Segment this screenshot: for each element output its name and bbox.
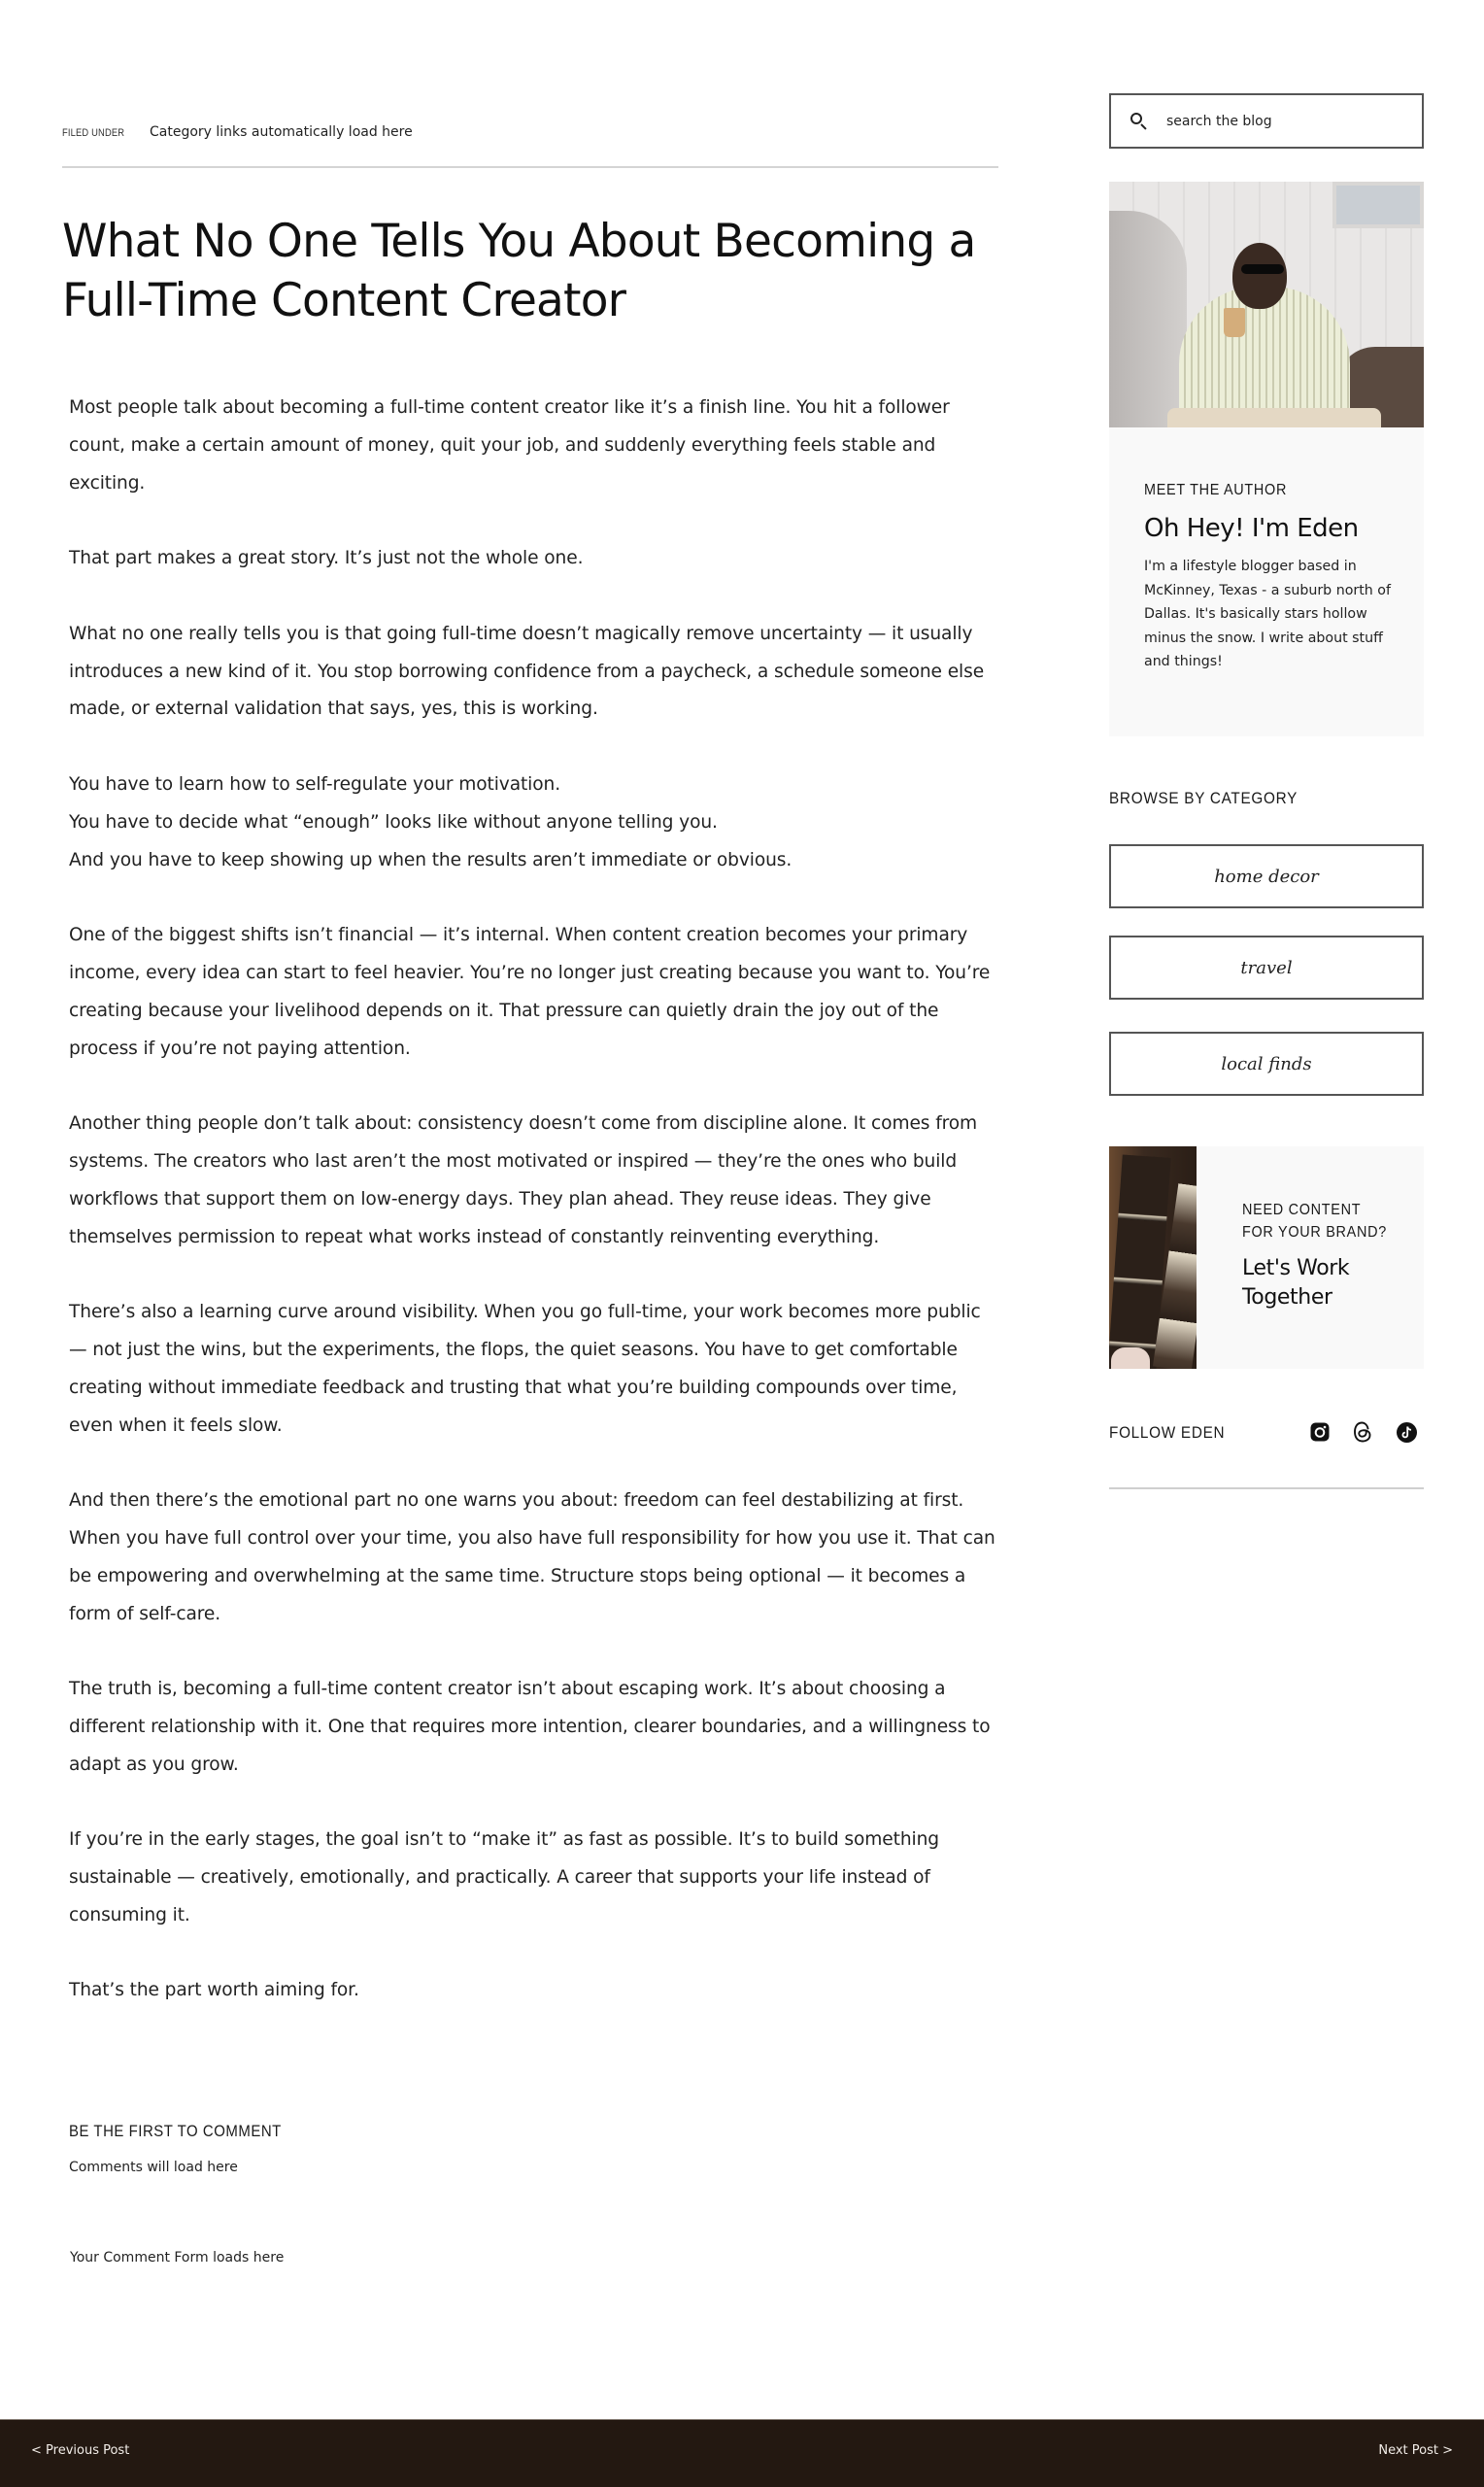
work-title: Let's Work Together	[1242, 1256, 1350, 1310]
photo-cup	[1224, 308, 1245, 337]
author-bio: I'm a lifestyle blogger based in McKinney, Texas - a suburb north of Dallas. It's basically stars hollow minus the snow. I write about stuff and things!	[1144, 559, 1391, 670]
work-together-card[interactable]	[1109, 1146, 1424, 1369]
paragraph: That’s the part worth aiming for.	[69, 1980, 359, 2001]
paragraph: What no one really tells you is that going full-time doesn’t magically remove uncertainty — it usually introduces a new kind of it. You stop borrowing confidence from a paycheck, a schedule someone else made, or external validation that says, yes, this is working.	[69, 623, 985, 720]
paragraph: You have to decide what “enough” looks like without anyone telling you.	[69, 811, 718, 833]
paragraph: One of the biggest shifts isn’t financial — it’s internal. When content creation becomes your primary income, every idea can start to feel heavier. You’re no longer just creating because you want to. You’re creating because your livelihood depends on it. That pressure can quietly drain the joy out of the process if you’re not paying attention.	[69, 925, 991, 1059]
author-name: Oh Hey! I'm Eden	[1144, 514, 1359, 543]
post-title: What No One Tells You About Becoming a Full-Time Content Creator	[62, 215, 976, 327]
next-post-link[interactable]: Next Post >	[1378, 2443, 1453, 2458]
photo-shadow	[1109, 211, 1187, 427]
paragraph: And you have to keep showing up when the results aren’t immediate or obvious.	[69, 849, 793, 870]
category-button-local-finds[interactable]: local finds	[1109, 1032, 1424, 1096]
category-button-home-decor[interactable]: home decor	[1109, 844, 1424, 908]
paragraph: If you’re in the early stages, the goal isn’t to “make it” as fast as possible. It’s to build something sustainable — creatively, emotionally, and practically. A career that supports your life instead of consuming it.	[69, 1829, 939, 1925]
search-box[interactable]	[1109, 93, 1424, 149]
paragraph: And then there’s the emotional part no one warns you about: freedom can feel destabilizing at first. When you have full control over your time, you also have full responsibility for how you use it. That can be empowering and overwhelming at the same time. Structure stops being optional — it becomes a form of self-care.	[69, 1490, 995, 1624]
post-navigation	[0, 2419, 1484, 2487]
paragraph: That part makes a great story. It’s just not the whole one.	[69, 548, 584, 569]
paragraph: Another thing people don’t talk about: consistency doesn’t come from discipline alone. It comes from systems. The creators who last aren’t the most motivated or inspired — they’re the ones who build workflows that support them on low-energy days. They plan ahead. They reuse ideas. They give themselves permission to repeat what works instead of constantly reinventing everything.	[69, 1113, 978, 1247]
divider	[62, 166, 998, 168]
follow-label: FOLLOW EDEN	[1109, 1423, 1226, 1442]
paragraph: You have to learn how to self-regulate your motivation.	[69, 773, 561, 795]
paragraph: There’s also a learning curve around visibility. When you go full-time, your work becomes more public — not just the wins, but the experiments, the flops, the quiet seasons. You have to get comfortable creating without immediate feedback and trusting that what you’re building compounds over time, even when it feels slow.	[69, 1302, 981, 1436]
photo-window	[1332, 182, 1424, 228]
work-kicker	[1242, 1199, 1387, 1244]
follow-row	[1109, 1414, 1424, 1452]
author-photo	[1109, 182, 1424, 427]
comments-heading: BE THE FIRST TO COMMENT	[69, 2122, 282, 2140]
filed-under	[62, 124, 413, 140]
author-kicker: MEET THE AUTHOR	[1144, 482, 1288, 498]
comment-form-placeholder: Your Comment Form loads here	[70, 2250, 285, 2266]
work-kicker-line-2: FOR YOUR BRAND?	[1242, 1224, 1387, 1241]
search-icon	[1130, 113, 1148, 130]
author-card	[1109, 427, 1424, 736]
paragraph: Most people talk about becoming a full-time content creator like it’s a finish line. You hit a follower count, make a certain amount of money, quit your job, and suddenly everything feels stable and exciting.	[69, 397, 950, 494]
comments-placeholder: Comments will load here	[69, 2160, 238, 2175]
work-kicker-line-1: NEED CONTENT	[1242, 1202, 1362, 1218]
search-input[interactable]	[1166, 114, 1400, 129]
category-button-travel[interactable]: travel	[1109, 936, 1424, 1000]
instagram-icon[interactable]	[1309, 1421, 1331, 1443]
photo-person-head	[1232, 243, 1287, 309]
filed-under-label: FILED UNDER	[62, 127, 125, 139]
tiktok-icon[interactable]	[1396, 1421, 1417, 1443]
divider	[1109, 1487, 1424, 1489]
previous-post-link[interactable]: < Previous Post	[31, 2443, 130, 2458]
photo-strip-image	[1109, 1146, 1197, 1369]
photo-sunglasses	[1241, 264, 1284, 274]
paragraph: The truth is, becoming a full-time content creator isn’t about escaping work. It’s about choosing a different relationship with it. One that requires more intention, clearer boundaries, and a willingness to adapt as you grow.	[69, 1679, 991, 1775]
threads-icon[interactable]	[1352, 1421, 1373, 1443]
category-links[interactable]: Category links automatically load here	[150, 124, 413, 140]
browse-category-heading: BROWSE BY CATEGORY	[1109, 789, 1298, 807]
photo-table	[1167, 408, 1381, 427]
post-body	[69, 390, 1001, 2048]
